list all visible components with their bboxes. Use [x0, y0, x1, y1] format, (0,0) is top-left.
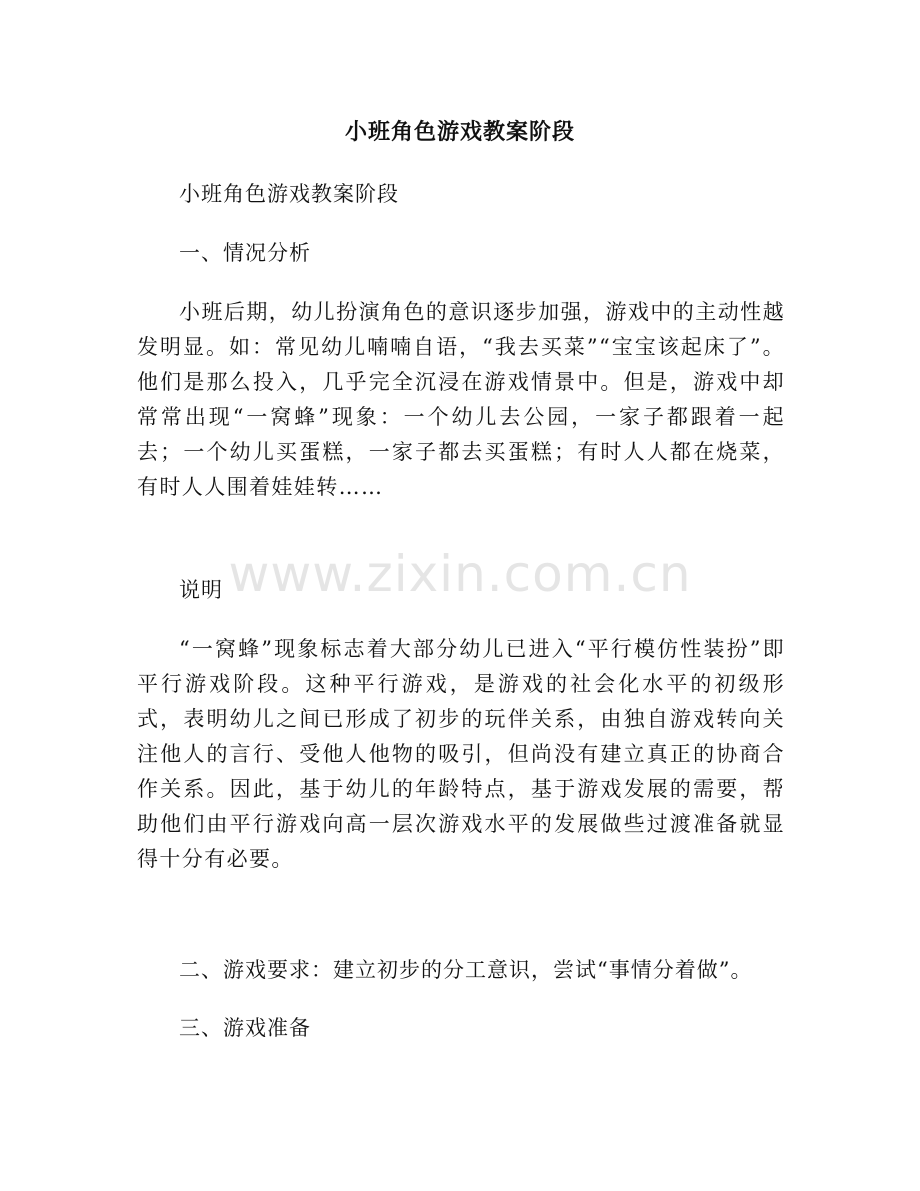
section-heading-game-requirements: 二、游戏要求：建立初步的分工意识，尝试“事情分着做”。	[179, 958, 753, 982]
explanation-paragraph: “一窝蜂”现象标志着大部分幼儿已进入“平行模仿性装扮”即平行游戏阶段。这种平行游戏，是游戏的社会化水平的初级形式，表明幼儿之间已形成了初步的玩伴关系，由独自游戏转向关注他人的言行、受他人他物的吸引，但尚没有建立真正的协商合作关系。因此，基于幼儿的年龄特点，基于游戏发展的需要，帮助他们由平行游戏向高一层次游戏水平的发展做些过渡准备就显得十分有必要。	[137, 637, 785, 871]
section-heading-situation-analysis: 一、情况分析	[179, 241, 311, 265]
situation-analysis-paragraph: 小班后期，幼儿扮演角色的意识逐步加强，游戏中的主动性越发明显。如：常见幼儿喃喃自语，“我去买菜”“宝宝该起床了”。他们是那么投入，几乎完全沉浸在游戏情景中。但是，游戏中却常常出现“一窝蜂”现象：一个幼儿去公园，一家子都跟着一起去；一个幼儿买蛋糕，一家子都去买蛋糕；有时人人都在烧菜，有时人人围着娃娃转……	[137, 300, 785, 499]
section-heading-game-preparation: 三、游戏准备	[179, 1016, 311, 1040]
explanation-heading: 说明	[179, 578, 223, 602]
document-title: 小班角色游戏教案阶段	[344, 119, 575, 145]
document-subtitle: 小班角色游戏教案阶段	[179, 182, 399, 206]
watermark: www.zixin.com.cn	[228, 545, 692, 603]
